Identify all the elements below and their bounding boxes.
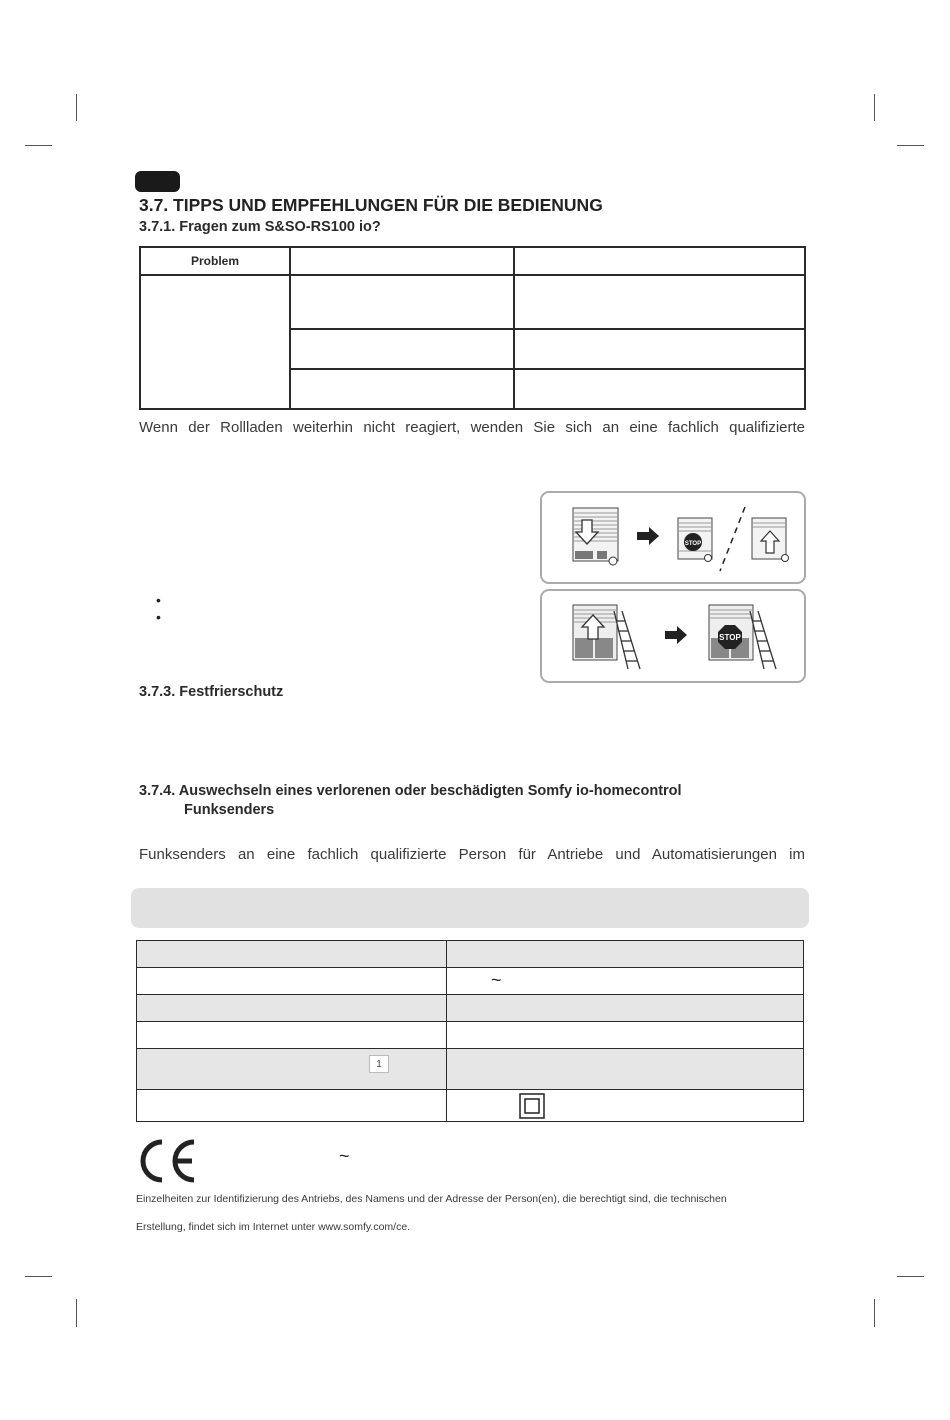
ladder-icon (614, 611, 640, 669)
crop-mark (874, 1299, 875, 1327)
crop-mark (25, 1276, 52, 1277)
ce-mark-logo (134, 1138, 198, 1189)
bullet: • (156, 609, 161, 625)
subsection-title: 3.7.3. Festfrierschutz (139, 684, 284, 700)
solution-cell (514, 329, 805, 369)
problem-table (139, 246, 806, 410)
stop-label: STOP (684, 541, 702, 547)
spec-value-cell (447, 968, 804, 995)
section-title: 3.7. TIPPS UND EMPFEHLUNGEN FÜR DIE BEDIENUNG (139, 195, 603, 215)
solution-column-header (514, 247, 805, 275)
paragraph-contact-installer: Wenn der Rollladen weiterhin nicht reagiert, wenden Sie sich an eine fachlich qualifizierte (139, 419, 805, 436)
spec-value-cell (447, 995, 804, 1022)
figure-ladder-svg (542, 591, 804, 681)
subsection-title: 3.7.1. Fragen zum S&SO-RS100 io? (139, 219, 381, 235)
class-ii-insulation-icon (519, 1093, 545, 1119)
crop-mark (76, 94, 77, 121)
spec-value-cell (447, 1022, 804, 1049)
spec-label-cell (137, 1049, 447, 1090)
problem-cell (140, 275, 290, 409)
crop-mark (76, 1299, 77, 1327)
paragraph-replace-remote: Funksenders an eine fachlich qualifizierte Person für Antriebe und Automatisierungen im (139, 846, 805, 863)
spec-label-cell (137, 1090, 447, 1122)
section-bar (131, 888, 809, 928)
spec-value-cell (447, 1049, 804, 1090)
window-up-ladder-icon (573, 605, 640, 669)
stop-window-icon (678, 518, 712, 562)
bullet: • (156, 592, 161, 608)
duty-cycle-icon: 1 (369, 1055, 389, 1073)
window-down-arrow-icon (573, 508, 618, 565)
spec-value-cell (447, 941, 804, 968)
cause-cell (290, 275, 514, 329)
ac-symbol-icon: ~ (491, 970, 502, 990)
crop-mark (874, 94, 875, 121)
figure-obstacle-detection (540, 491, 806, 584)
footnote-line: Einzelheiten zur Identifizierung des Antriebs, des Namens und der Adresse der Person(en), die berechtigt sind, die technischen (136, 1193, 727, 1205)
crop-mark (25, 145, 52, 146)
spec-value-cell (447, 1090, 804, 1122)
spec-label-cell (137, 941, 447, 968)
crop-mark (897, 1276, 924, 1277)
figure-ladder-stop (540, 589, 806, 683)
window-stop-ladder-icon (709, 605, 776, 669)
cause-column-header (290, 247, 514, 275)
spec-label-cell (137, 995, 447, 1022)
ladder-icon (750, 611, 776, 669)
stop-label: STOP (719, 633, 741, 642)
figure-obstacle-svg (542, 493, 804, 582)
solution-cell (514, 275, 805, 329)
cause-cell (290, 369, 514, 409)
ce-mark-icon (134, 1138, 198, 1184)
crop-mark (897, 145, 924, 146)
problem-column-header: Problem (140, 247, 290, 275)
subsection-title: 3.7.4. Auswechseln eines verlorenen oder beschädigten Somfy io-homecontrol (139, 783, 682, 799)
window-up-arrow-icon (752, 518, 789, 562)
cause-cell (290, 329, 514, 369)
footnote-line: Erstellung, findet sich im Internet unter www.somfy.com/ce. (136, 1221, 411, 1233)
language-tab (135, 171, 180, 192)
subsection-title-continued: Funksenders (184, 802, 275, 818)
spec-label-cell (137, 968, 447, 995)
solution-cell (514, 369, 805, 409)
right-arrow-icon (637, 527, 659, 545)
ac-symbol-icon: ~ (339, 1146, 350, 1166)
right-arrow-icon (665, 626, 687, 644)
spec-label-cell (137, 1022, 447, 1049)
technical-data-table (136, 940, 804, 1122)
